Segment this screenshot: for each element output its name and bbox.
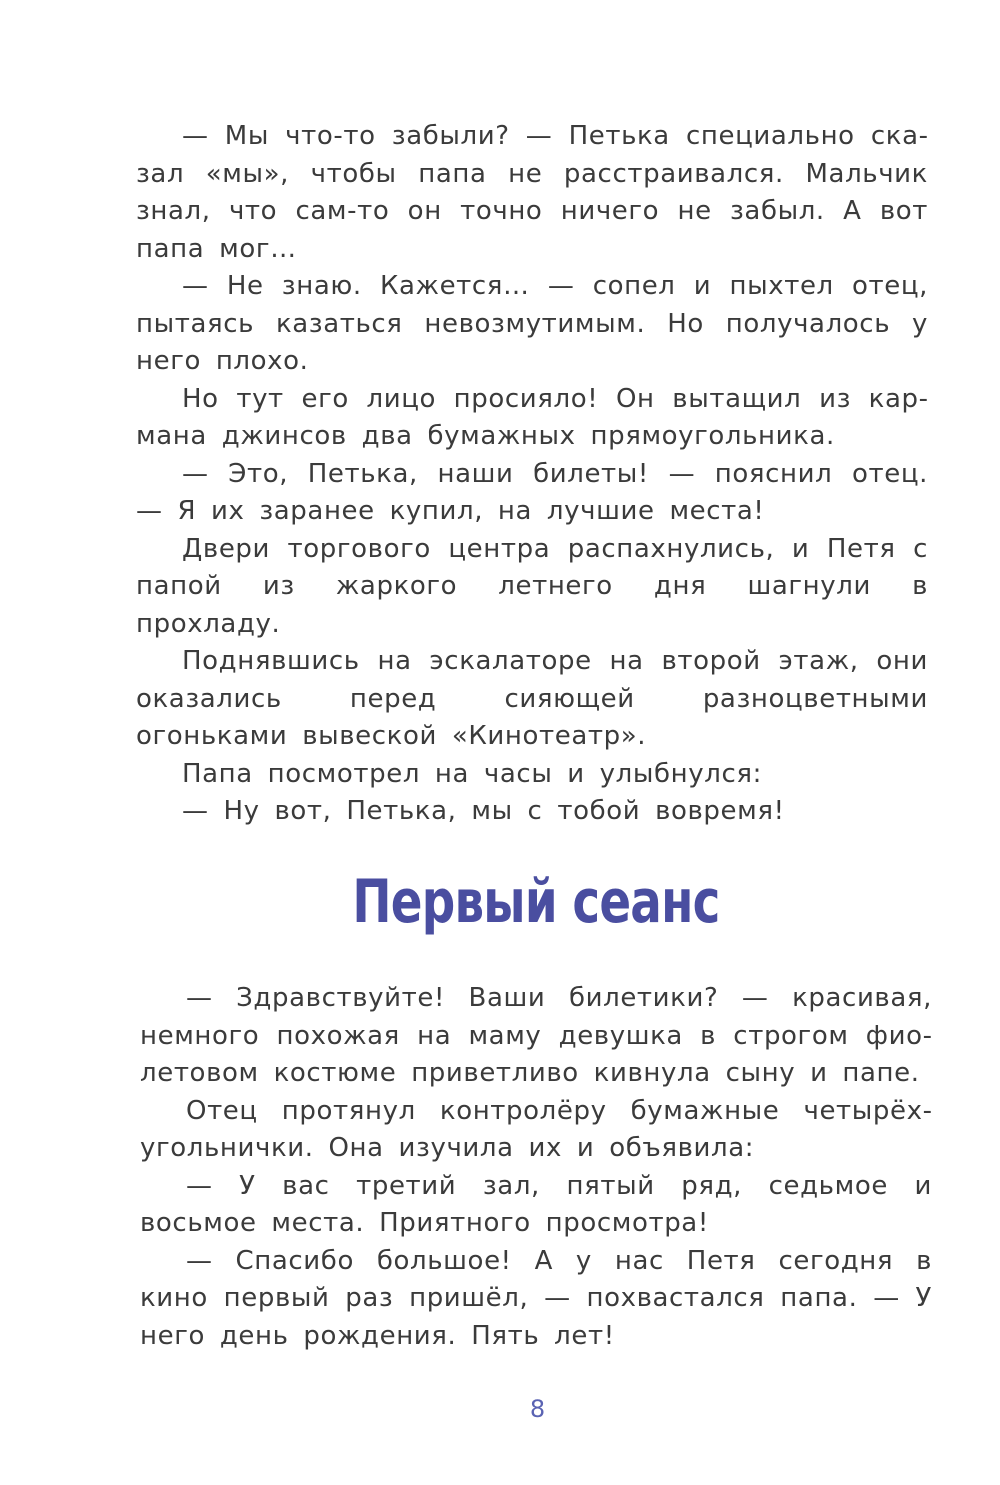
paragraph: — Мы что-то забыли? — Петька специально сказал «мы», чтобы папа не расстраивался. Мальчик знал, что сам-то он точно ничего не забыл. А вот папа мог…: [136, 121, 928, 264]
paragraph: Отец протянул контролёру бумажные четырёхугольнички. Она изучила их и объявила:: [140, 1095, 932, 1163]
paragraph: — Ну вот, Петька, мы с тобой вовремя!: [182, 796, 785, 826]
paragraph: — У вас третий зал, пятый ряд, седьмое и восьмое места. Приятного просмотра!: [140, 1170, 932, 1238]
paragraph: Но тут его лицо просияло! Он вытащил из кармана джинсов два бумажных прямоугольника.: [136, 383, 928, 451]
paragraph: Поднявшись на эскалаторе на второй этаж, они оказались перед сияющей разноцветными огоньками вывеской «Кинотеатр».: [136, 646, 928, 751]
story-text-bottom: [140, 980, 932, 1355]
paragraph: Папа посмотрел на часы и улыбнулся:: [182, 758, 762, 789]
paragraph: — Это, Петька, наши билеты! — пояснил отец. — Я их заранее купил, на лучшие места!: [136, 458, 928, 526]
chapter-title: Первый сеанс: [352, 867, 720, 937]
story-text-top: [136, 118, 928, 831]
page-number: 8: [529, 1395, 546, 1423]
paragraph: Двери торгового центра распахнулись, и Петя с папой из жаркого летнего дня шагнули в прохладу.: [136, 533, 928, 639]
paragraph: — Здравствуйте! Ваши билетики? — красивая, немного похожая на маму девушка в строгом фиолетовом костюме приветливо кивнула сыну и папе.: [140, 983, 932, 1088]
paragraph: — Спасибо большое! А у нас Петя сегодня в кино первый раз пришёл, — похвастался папа. — У него день рождения. Пять лет!: [140, 1245, 932, 1351]
paragraph: — Не знаю. Кажется… — сопел и пыхтел отец, пытаясь казаться невозмутимым. Но получалось у него плохо.: [136, 271, 928, 376]
